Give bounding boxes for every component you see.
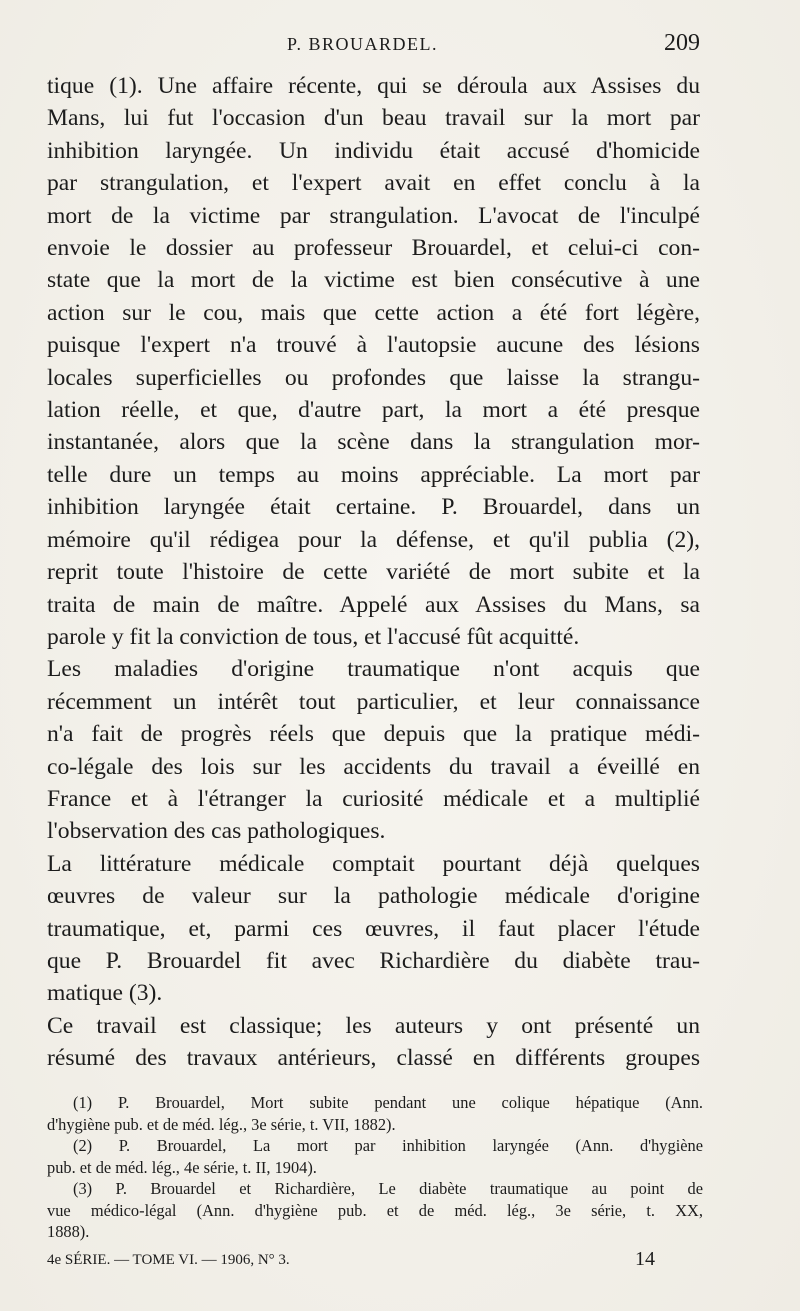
body-line: mémoire qu'il rédigea pour la défense, et qu'il publia (2),: [47, 526, 700, 553]
body-line: l'observation des cas pathologiques.: [47, 818, 386, 845]
body-line: puisque l'expert n'a trouvé à l'autopsie aucune des lésions: [47, 332, 700, 359]
body-line: France et à l'étranger la curiosité médicale et a multiplié: [47, 785, 700, 812]
body-line: lation réelle, et que, d'autre part, la mort a été presque: [47, 397, 700, 424]
body-line: par strangulation, et l'expert avait en effet conclu à la: [47, 170, 700, 197]
body-line: co-légale des lois sur les accidents du travail a éveillé en: [47, 753, 700, 780]
body-line: Mans, lui fut l'occasion d'un beau travail sur la mort par: [47, 105, 700, 132]
footnote-1: [47, 1092, 703, 1135]
footnote-line: 1888).: [47, 1222, 90, 1241]
body-line: Les maladies d'origine traumatique n'ont acquis que: [47, 656, 700, 683]
body-line: traumatique, et, parmi ces œuvres, il faut placer l'étude: [47, 915, 700, 942]
footnote-3: [47, 1178, 703, 1243]
body-line: La littérature médicale comptait pourtant déjà quelques: [47, 850, 700, 877]
body-line: traita de main de maître. Appelé aux Assises du Mans, sa: [47, 591, 700, 618]
series-info: 4e SÉRIE. — TOME VI. — 1906, N° 3.: [47, 1252, 290, 1268]
footnote-line: d'hygiène pub. et de méd. lég., 3e série, t. VII, 1882).: [47, 1114, 396, 1134]
body-line: que P. Brouardel fit avec Richardière du diabète trau-: [47, 947, 700, 974]
body-line: state que la mort de la victime est bien consécutive à une: [47, 267, 700, 294]
running-head-title: P. BROUARDEL.: [287, 34, 439, 54]
body-line: locales superficielles ou profondes que laisse la strangu-: [47, 364, 700, 391]
body-line: parole y fit la conviction de tous, et l'accusé fût acquitté.: [47, 623, 580, 650]
footnotes: [47, 1092, 703, 1243]
footnote-line: vue médico-légal (Ann. d'hygiène pub. et de méd. lég., 3e série, t. XX,: [47, 1200, 703, 1220]
footnote-line: pub. et de méd. lég., 4e série, t. II, 1904).: [47, 1157, 317, 1177]
footnote-line: (3) P. Brouardel et Richardière, Le diabète traumatique au point de: [73, 1179, 703, 1198]
body-line: n'a fait de progrès réels que depuis que la pratique médi-: [47, 721, 700, 748]
body-line: instantanée, alors que la scène dans la strangulation mor-: [47, 429, 700, 456]
page-footer: [47, 1248, 700, 1276]
body-line: Ce travail est classique; les auteurs y ont présenté un: [47, 1012, 700, 1039]
footnote-line: (1) P. Brouardel, Mort subite pendant une colique hépatique (Ann.: [73, 1093, 703, 1112]
body-text: [47, 70, 700, 1075]
footnote-line: (2) P. Brouardel, La mort par inhibition laryngée (Ann. d'hygiène: [73, 1136, 703, 1155]
body-line: résumé des travaux antérieurs, classé en différents groupes: [47, 1045, 700, 1072]
body-line: récemment un intérêt tout particulier, et leur connaissance: [47, 688, 700, 715]
footnote-2: [47, 1135, 703, 1178]
body-line: inhibition laryngée. Un individu était accusé d'homicide: [47, 137, 700, 164]
body-line: telle dure un temps au moins appréciable. La mort par: [47, 461, 700, 488]
signature-mark: 14: [635, 1248, 655, 1270]
body-line: envoie le dossier au professeur Brouardel, et celui-ci con-: [47, 235, 700, 262]
running-head: [47, 30, 700, 64]
body-line: œuvres de valeur sur la pathologie médicale d'origine: [47, 883, 700, 910]
body-line: mort de la victime par strangulation. L'avocat de l'inculpé: [47, 202, 700, 229]
body-line: action sur le cou, mais que cette action a été fort légère,: [47, 299, 700, 326]
body-line: reprit toute l'histoire de cette variété de mort subite et la: [47, 559, 700, 586]
page-number: 209: [664, 30, 700, 56]
body-line: inhibition laryngée était certaine. P. Brouardel, dans un: [47, 494, 700, 521]
body-line: matique (3).: [47, 980, 163, 1007]
body-line: tique (1). Une affaire récente, qui se déroula aux Assises du: [47, 73, 700, 99]
